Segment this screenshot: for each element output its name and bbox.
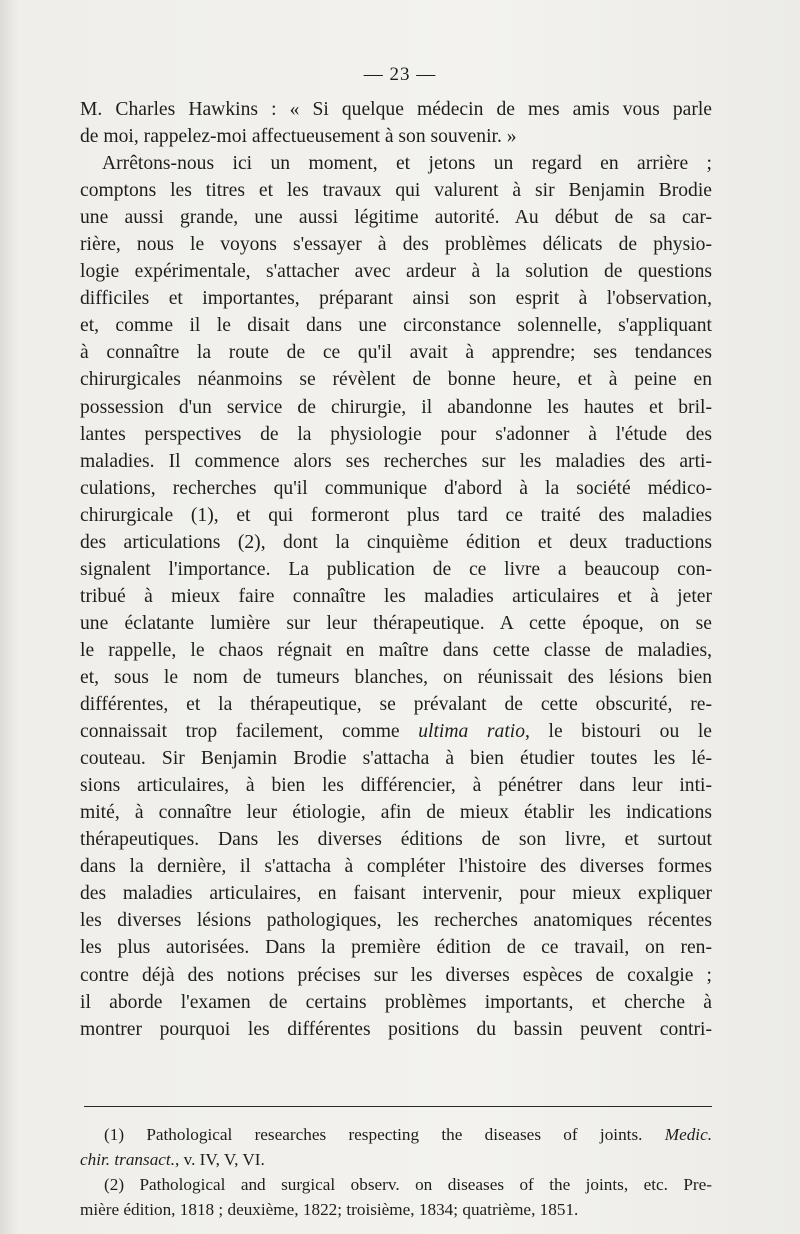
footnote-2-line: (2) Pathological and surgical observ. on diseases of the joints, etc. Pre- [104,1175,712,1194]
text-line: des maladies articulaires, en faisant intervenir, pour mieux expliquer [80,883,712,905]
text-line: tribué à mieux faire connaître les maladies articulaires et à jeter [80,585,712,607]
text-line: Arrêtons-nous ici un moment, et jetons un regard en arrière ; [102,153,712,175]
footnote-divider [84,1106,712,1107]
footnotes [80,1122,712,1222]
footnote-1-line [80,1147,712,1172]
text-line: une éclatante lumière sur leur thérapeutique. A cette époque, on se [80,612,712,634]
text-line: signalent l'importance. La publication de ce livre a beaucoup con- [80,558,712,580]
text-line: possession d'un service de chirurgie, il abandonne les hautes et bril- [80,396,712,418]
text-fragment: connaissait trop facilement, comme [80,721,400,743]
text-line: chirurgicales néanmoins se révèlent de bonne heure, et à peine en [80,369,712,391]
text-line: lantes perspectives de la physiologie pour s'adonner à l'étude des [80,423,712,445]
page-number: — 23 — [363,64,437,85]
italic-phrase: ultima ratio [418,721,526,743]
text-line: et, comme il le disait dans une circonstance solennelle, s'appliquant [80,315,712,337]
text-line: et, sous le nom de tumeurs blanches, on réunissait des lésions bien [80,666,712,688]
text-line: mité, à connaître leur étiologie, afin de mieux établir les indications [80,802,712,824]
text-line: les diverses lésions pathologiques, les recherches anatomiques récentes [80,910,712,932]
text-line: le rappelle, le chaos régnait en maître dans cette classe de maladies, [80,639,712,661]
footnote-1-line [80,1122,712,1147]
text-fragment: , le bistouri ou le [525,721,712,743]
text-line: maladies. Il commence alors ses recherches sur les maladies des arti- [80,450,712,472]
text-line: des articulations (2), dont la cinquième édition et deux traductions [80,531,712,553]
text-line-with-italic [80,718,712,745]
text-line: à connaître la route de ce qu'il avait à apprendre; ses tendances [80,342,712,364]
paragraph [80,150,712,1043]
footnote-1-volumes: , v. IV, V, VI. [175,1150,265,1169]
text-line: rière, nous le voyons s'essayer à des problèmes délicats de physio- [80,234,712,256]
text-line: M. Charles Hawkins : « Si quelque médecin de mes amis vous parle [80,99,712,120]
text-line: comptons les titres et les travaux qui valurent à sir Benjamin Brodie [80,180,712,202]
footnote-1-journal: Medic. [664,1125,712,1144]
text-line: il aborde l'examen de certains problèmes importants, et cherche à [80,991,712,1013]
text-line: montrer pourquoi les différentes positions du bassin peuvent contri- [80,1018,712,1040]
text-line: dans la dernière, il s'attacha à compléter l'histoire des diverses formes [80,856,712,878]
text-line: logie expérimentale, s'attacher avec ardeur à la solution de questions [80,261,712,283]
text-line: thérapeutiques. Dans les diverses éditions de son livre, et surtout [80,829,712,851]
paragraph [80,96,712,150]
text-line: différentes, et la thérapeutique, se prévalant de cette obscurité, re- [80,694,712,716]
body-text [80,96,712,1043]
text-line: sions articulaires, à bien les différencier, à pénétrer dans leur inti- [80,775,712,797]
text-line: contre déjà des notions précises sur les diverses espèces de coxalgie ; [80,964,712,986]
text-line: difficiles et importantes, préparant ainsi son esprit à l'observation, [80,288,712,310]
text-line: chirurgicale (1), et qui formeront plus tard ce traité des maladies [80,504,712,526]
text-line: de moi, rappelez-moi affectueusement à son souvenir. » [80,126,517,148]
text-line: couteau. Sir Benjamin Brodie s'attacha à bien étudier toutes les lé- [80,748,712,770]
text-line: culations, recherches qu'il communique d'abord à la société médico- [80,477,712,499]
footnote-2-line: mière édition, 1818 ; deuxième, 1822; troisième, 1834; quatrième, 1851. [80,1200,579,1219]
footnote-1-text: (1) Pathological researches respecting the diseases of joints. [104,1125,643,1144]
text-line: une aussi grande, une aussi légitime autorité. Au début de sa car- [80,207,712,229]
text-line: les plus autorisées. Dans la première édition de ce travail, on ren- [80,937,712,959]
footnote-1-journal: chir. transact. [80,1150,176,1169]
